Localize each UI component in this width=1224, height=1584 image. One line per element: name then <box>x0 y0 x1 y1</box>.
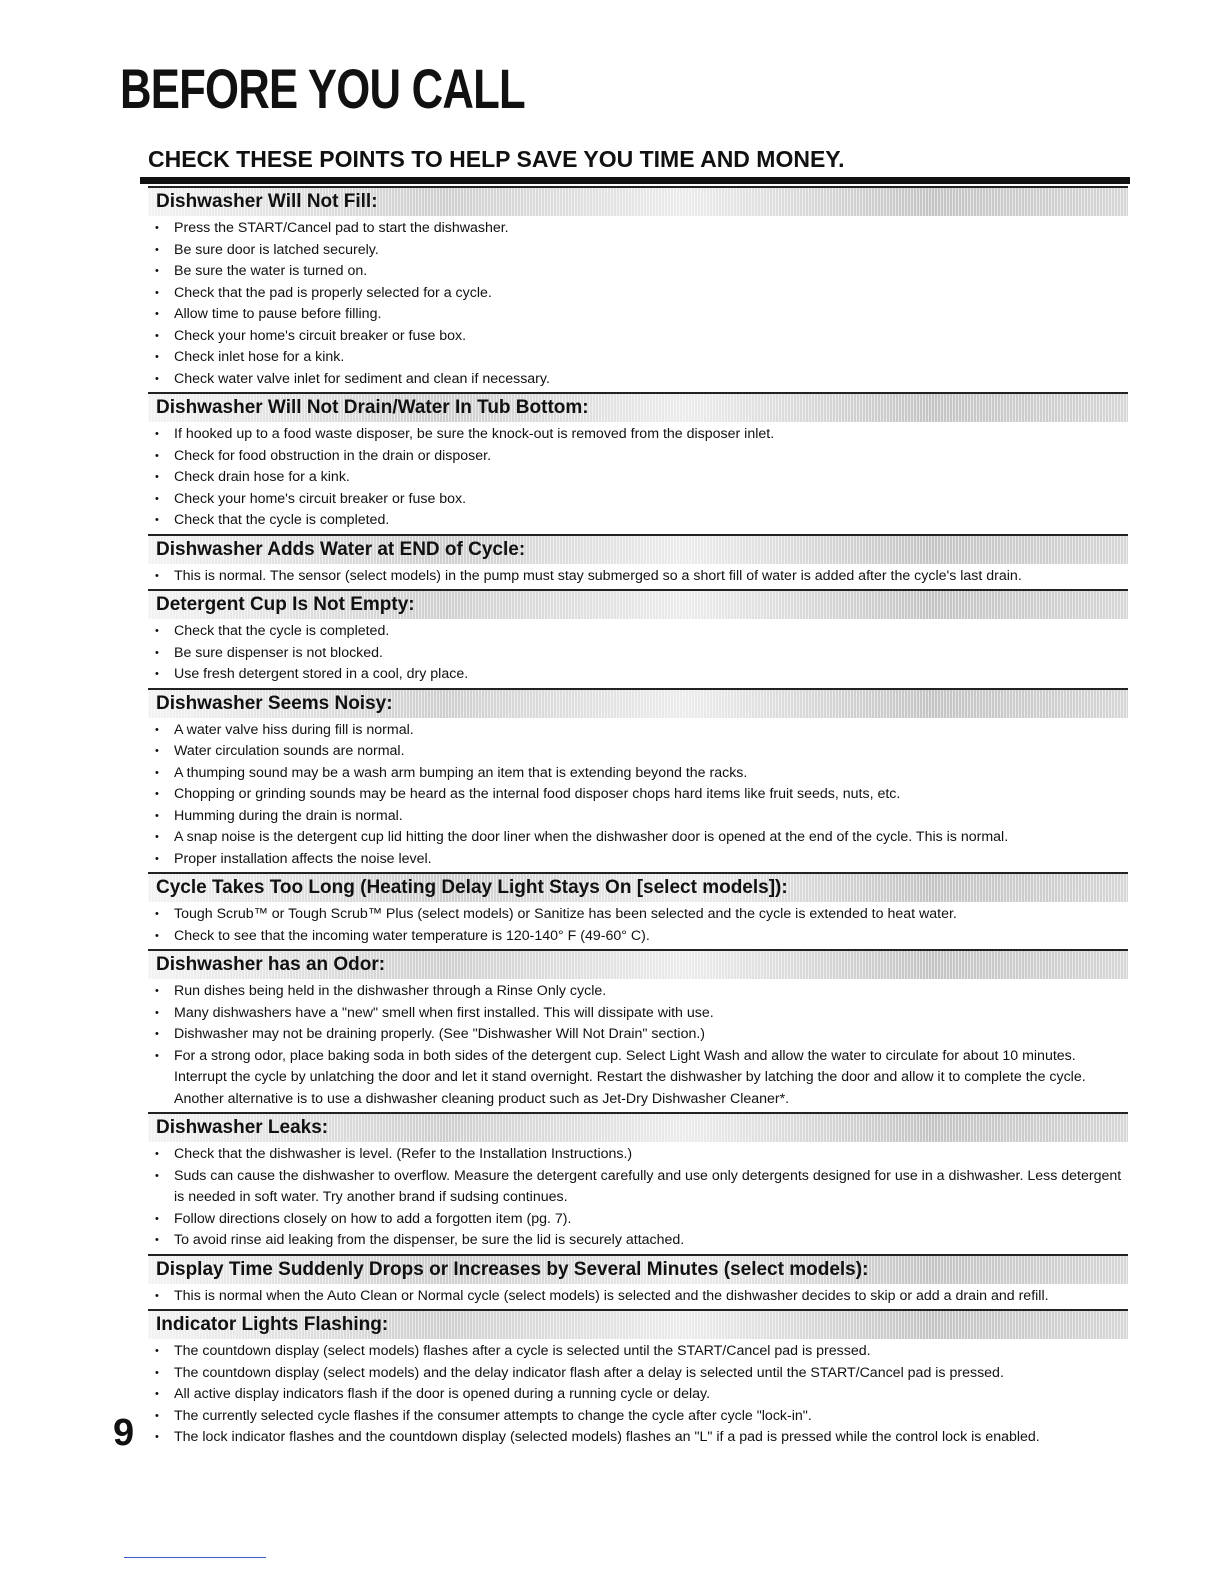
list-item: • Check your home's circuit breaker or fuse box. <box>148 489 1128 511</box>
list-item: • The lock indicator flashes and the countdown display (selected models) flashes an "L" if a pad is pressed while the control lock is enabled. <box>148 1427 1128 1449</box>
list-item: • Water circulation sounds are normal. <box>148 741 1128 763</box>
section-header: Dishwasher Seems Noisy: <box>148 688 1128 718</box>
troubleshooting-content <box>148 186 1128 1451</box>
section-header: Dishwasher Leaks: <box>148 1112 1128 1142</box>
list-item: • Follow directions closely on how to add a forgotten item (pg. 7). <box>148 1209 1128 1231</box>
list-item: • For a strong odor, place baking soda in both sides of the detergent cup. Select Light Wash and allow the water to circulate for about 10 minutes. Interrupt the cycle by unlatching the door and let it stand overnight. Restart the dishwasher by latching the door and allow it to complete the cycle. Another alternative is to use a dishwasher cleaning product such as Jet-Dry Dishwasher Cleaner*. <box>148 1046 1128 1111</box>
item-list <box>148 621 1128 686</box>
item-list <box>148 566 1128 588</box>
list-item: • Check that the cycle is completed. <box>148 621 1128 643</box>
list-item: • Use fresh detergent stored in a cool, dry place. <box>148 664 1128 686</box>
list-item: • Check inlet hose for a kink. <box>148 347 1128 369</box>
list-item: • To avoid rinse aid leaking from the dispenser, be sure the lid is securely attached. <box>148 1230 1128 1252</box>
section-will-not-fill <box>148 186 1128 390</box>
section-header: Dishwasher Will Not Fill: <box>148 186 1128 216</box>
item-list <box>148 1286 1128 1308</box>
section-adds-water-end-of-cycle <box>148 534 1128 588</box>
page-title: BEFORE YOU CALL <box>120 57 525 120</box>
list-item: • Tough Scrub™ or Tough Scrub™ Plus (select models) or Sanitize has been selected and the cycle is extended to heat water. <box>148 904 1128 926</box>
list-item: • Suds can cause the dishwasher to overflow. Measure the detergent carefully and use only detergents designed for use in a dishwasher. Less detergent is needed in soft water. Try another brand if sudsing continues. <box>148 1166 1128 1209</box>
item-list <box>148 904 1128 947</box>
list-item: • If hooked up to a food waste disposer, be sure the knock-out is removed from the disposer inlet. <box>148 424 1128 446</box>
item-list <box>148 218 1128 390</box>
list-item: • Check that the dishwasher is level. (Refer to the Installation Instructions.) <box>148 1144 1128 1166</box>
list-item: • A snap noise is the detergent cup lid hitting the door liner when the dishwasher door is opened at the end of the cycle. This is normal. <box>148 827 1128 849</box>
item-list <box>148 720 1128 871</box>
section-header: Dishwasher Adds Water at END of Cycle: <box>148 534 1128 564</box>
page-number: 9 <box>113 1412 135 1454</box>
list-item: • Be sure dispenser is not blocked. <box>148 643 1128 665</box>
list-item: • A water valve hiss during fill is normal. <box>148 720 1128 742</box>
section-detergent-cup-not-empty <box>148 589 1128 686</box>
list-item: • All active display indicators flash if the door is opened during a running cycle or delay. <box>148 1384 1128 1406</box>
list-item: • Many dishwashers have a "new" smell when first installed. This will dissipate with use. <box>148 1003 1128 1025</box>
item-list <box>148 1144 1128 1252</box>
list-item: • Proper installation affects the noise level. <box>148 849 1128 871</box>
section-header: Indicator Lights Flashing: <box>148 1309 1128 1339</box>
list-item: • Check for food obstruction in the drain or disposer. <box>148 446 1128 468</box>
list-item: • This is normal when the Auto Clean or Normal cycle (select models) is selected and the dishwasher decides to skip or add a drain and refill. <box>148 1286 1128 1308</box>
list-item: • A thumping sound may be a wash arm bumping an item that is extending beyond the racks. <box>148 763 1128 785</box>
list-item: • Press the START/Cancel pad to start the dishwasher. <box>148 218 1128 240</box>
section-header: Display Time Suddenly Drops or Increases by Several Minutes (select models): <box>148 1254 1128 1284</box>
list-item: • Check that the cycle is completed. <box>148 510 1128 532</box>
section-header: Dishwasher has an Odor: <box>148 949 1128 979</box>
section-indicator-lights-flashing <box>148 1309 1128 1449</box>
section-header: Detergent Cup Is Not Empty: <box>148 589 1128 619</box>
footer-rule <box>124 1557 266 1558</box>
list-item: • Allow time to pause before filling. <box>148 304 1128 326</box>
list-item: • Be sure door is latched securely. <box>148 240 1128 262</box>
section-has-odor <box>148 949 1128 1110</box>
section-will-not-drain <box>148 392 1128 532</box>
section-header: Dishwasher Will Not Drain/Water In Tub Bottom: <box>148 392 1128 422</box>
page-subtitle: CHECK THESE POINTS TO HELP SAVE YOU TIME AND MONEY. <box>148 146 845 172</box>
item-list <box>148 1341 1128 1449</box>
list-item: • The countdown display (select models) and the delay indicator flash after a delay is selected until the START/Cancel pad is pressed. <box>148 1363 1128 1385</box>
list-item: • Dishwasher may not be draining properly. (See "Dishwasher Will Not Drain" section.) <box>148 1024 1128 1046</box>
section-display-time-changes <box>148 1254 1128 1308</box>
list-item: • Humming during the drain is normal. <box>148 806 1128 828</box>
section-cycle-takes-too-long <box>148 872 1128 947</box>
item-list <box>148 981 1128 1110</box>
list-item: • Check water valve inlet for sediment and clean if necessary. <box>148 369 1128 391</box>
title-rule <box>140 177 1130 184</box>
list-item: • Run dishes being held in the dishwasher through a Rinse Only cycle. <box>148 981 1128 1003</box>
list-item: • This is normal. The sensor (select models) in the pump must stay submerged so a short fill of water is added after the cycle's last drain. <box>148 566 1128 588</box>
section-seems-noisy <box>148 688 1128 871</box>
list-item: • Be sure the water is turned on. <box>148 261 1128 283</box>
list-item: • Check that the pad is properly selected for a cycle. <box>148 283 1128 305</box>
list-item: • The countdown display (select models) flashes after a cycle is selected until the START/Cancel pad is pressed. <box>148 1341 1128 1363</box>
list-item: • Check drain hose for a kink. <box>148 467 1128 489</box>
section-leaks <box>148 1112 1128 1252</box>
list-item: • The currently selected cycle flashes if the consumer attempts to change the cycle after cycle "lock-in". <box>148 1406 1128 1428</box>
list-item: • Check your home's circuit breaker or fuse box. <box>148 326 1128 348</box>
list-item: • Chopping or grinding sounds may be heard as the internal food disposer chops hard items like fruit seeds, nuts, etc. <box>148 784 1128 806</box>
section-header: Cycle Takes Too Long (Heating Delay Light Stays On [select models]): <box>148 872 1128 902</box>
item-list <box>148 424 1128 532</box>
list-item: • Check to see that the incoming water temperature is 120-140° F (49-60° C). <box>148 926 1128 948</box>
